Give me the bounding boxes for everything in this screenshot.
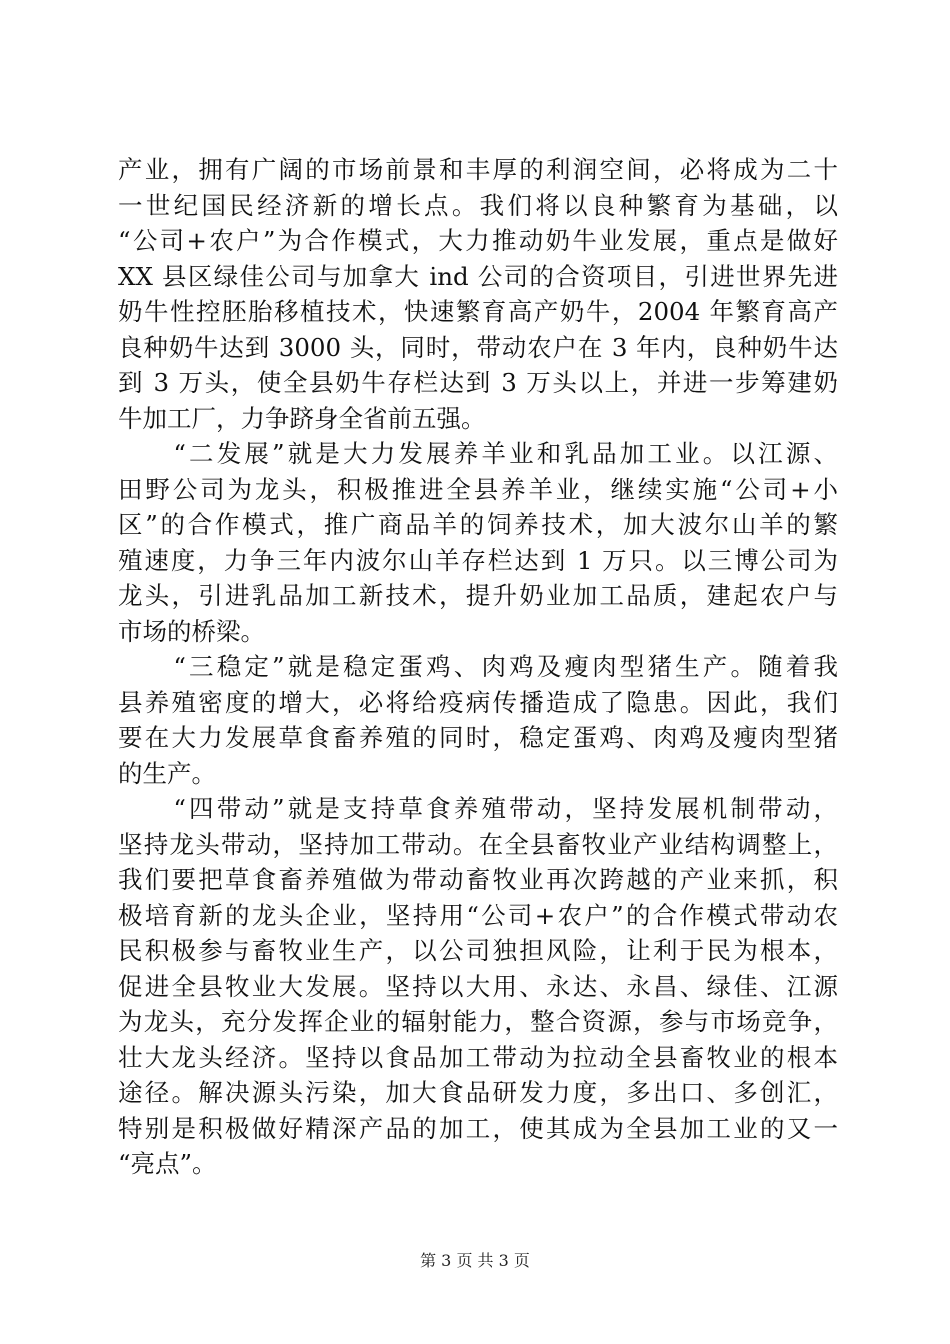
text-line: 壮大龙头经济。坚持以食品加工带动为拉动全县畜牧业的根本 xyxy=(118,1042,838,1072)
text-line: 市场的桥梁。 xyxy=(118,616,265,646)
text-line: 产业，拥有广阔的市场前景和丰厚的利润空间，必将成为二十 xyxy=(118,155,838,184)
text-line: 的生产。 xyxy=(118,758,216,788)
text-line: 促进全县牧业大发展。坚持以大用、永达、永昌、绿佳、江源 xyxy=(118,971,838,1001)
text-line: “二发展”就是大力发展养羊业和乳品加工业。以江源、 xyxy=(118,439,838,468)
text-line: 田野公司为龙头，积极推进全县养羊业，继续实施“公司+小 xyxy=(118,474,838,504)
text-line: 我们要把草食畜养殖做为带动畜牧业再次跨越的产业来抓，积 xyxy=(118,865,838,894)
text-line: 民积极参与畜牧业生产，以公司独担风险，让利于民为根本， xyxy=(118,936,838,965)
text-line: 牛加工厂，力争跻身全省前五强。 xyxy=(118,403,486,433)
text-line: “四带动”就是支持草食养殖带动，坚持发展机制带动， xyxy=(118,794,838,823)
text-line: “三稳定”就是稳定蛋鸡、肉鸡及瘦肉型猪生产。随着我 xyxy=(118,652,838,681)
text-line: 奶牛性控胚胎移植技术，快速繁育高产奶牛，2004 年繁育高产 xyxy=(118,297,838,326)
page-footer: 第 3 页 共 3 页 xyxy=(420,1251,530,1270)
text-line: 良种奶牛达到 3000 头，同时，带动农户在 3 年内，良种奶牛达 xyxy=(118,332,838,362)
text-line: 要在大力发展草食畜养殖的同时，稳定蛋鸡、肉鸡及瘦肉型猪 xyxy=(118,723,838,752)
text-line: 县养殖密度的增大，必将给疫病传播造成了隐患。因此，我们 xyxy=(118,687,838,717)
text-line: “亮点”。 xyxy=(118,1149,217,1178)
text-line: “公司+农户”为合作模式，大力推动奶牛业发展，重点是做好 xyxy=(118,226,838,255)
text-line: 到 3 万头，使全县奶牛存栏达到 3 万头以上，并进一步筹建奶 xyxy=(118,368,838,397)
text-line: 途径。解决源头污染，加大食品研发力度，多出口、多创汇， xyxy=(118,1078,838,1107)
text-line: 一世纪国民经济新的增长点。我们将以良种繁育为基础，以 xyxy=(118,190,838,220)
document-body xyxy=(118,152,838,1182)
text-line: 龙头，引进乳品加工新技术，提升奶业加工品质，建起农户与 xyxy=(118,581,838,610)
text-line: 极培育新的龙头企业，坚持用“公司+农户”的合作模式带动农 xyxy=(118,900,838,930)
text-line: 为龙头，充分发挥企业的辐射能力，整合资源，参与市场竞争， xyxy=(118,1007,838,1036)
text-line: 殖速度，力争三年内波尔山羊存栏达到 1 万只。以三博公司为 xyxy=(118,545,838,575)
text-line: 坚持龙头带动，坚持加工带动。在全县畜牧业产业结构调整上， xyxy=(118,829,838,859)
text-line: 区”的合作模式，推广商品羊的饲养技术，加大波尔山羊的繁 xyxy=(118,510,838,539)
text-line: 特别是积极做好精深产品的加工，使其成为全县加工业的又一 xyxy=(118,1113,838,1143)
text-line: XX 县区绿佳公司与加拿大 ind 公司的合资项目，引进世界先进 xyxy=(118,261,838,291)
